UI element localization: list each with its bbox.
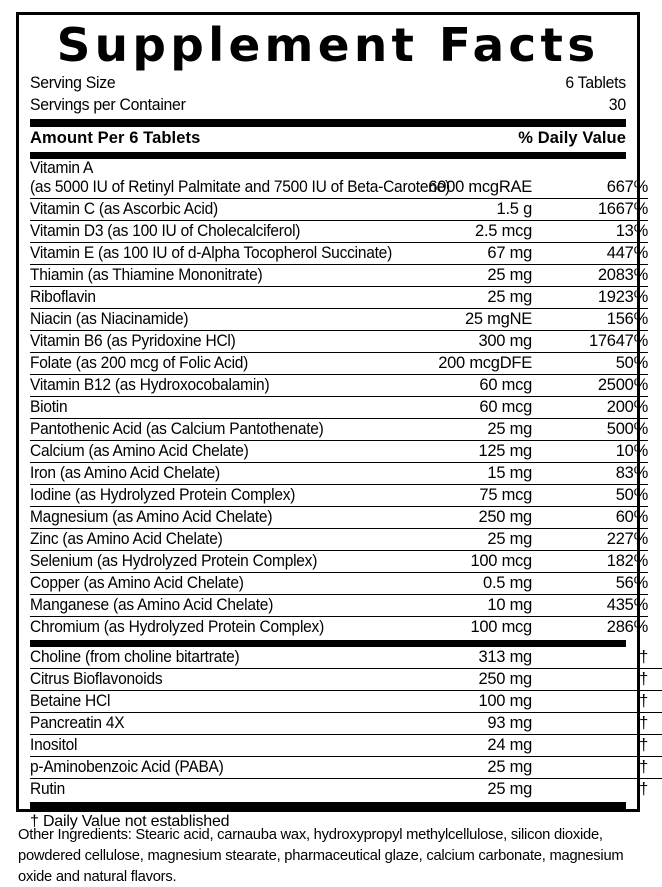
table-row xyxy=(30,243,648,265)
table-row xyxy=(30,485,648,507)
nutrient-name-cell xyxy=(30,617,352,639)
nutrient-daily-value-cell: † xyxy=(538,691,662,713)
nutrient-daily-value-cell: 227% xyxy=(538,529,648,551)
other-ingredients-text: Other Ingredients: Stearic acid, carnauba wax, hydroxypropyl methylcellulose, silicon dioxide, powdered cellulose, magnesium stearate, pharmaceutical glaze, calcium carbonate, magnesium oxide and natural flavors. xyxy=(18,826,624,885)
nutrient-amount-cell: 250 mg xyxy=(352,507,538,529)
nutrient-name: Pantothenic Acid (as Calcium Pantothenate) xyxy=(30,420,324,438)
nutrient-amount-cell: 67 mg xyxy=(352,243,538,265)
label-border-box xyxy=(16,12,648,830)
nutrient-name: Selenium (as Hydrolyzed Protein Complex) xyxy=(30,552,318,570)
table-row xyxy=(30,287,648,309)
table-row xyxy=(30,265,648,287)
nutrient-name: Iodine (as Hydrolyzed Protein Complex) xyxy=(30,486,296,504)
table-row xyxy=(30,529,648,551)
nutrient-amount-cell: 60 mcg xyxy=(352,375,538,397)
nutrient-amount-cell: 300 mg xyxy=(352,331,538,353)
nutrient-name-cell xyxy=(30,691,352,713)
divider-bar-top xyxy=(30,119,626,127)
nutrient-name-cell xyxy=(30,199,352,221)
servings-per-container-row xyxy=(30,94,626,116)
nutrient-name: Vitamin D3 (as 100 IU of Cholecalciferol) xyxy=(30,222,301,240)
nutrient-daily-value-cell: 60% xyxy=(538,507,648,529)
nutrient-name-cell xyxy=(30,529,352,551)
table-row xyxy=(30,669,662,691)
nutrient-name-cell xyxy=(30,779,352,801)
table-row xyxy=(30,573,648,595)
panel-title: Supplement Facts xyxy=(56,18,600,72)
serving-size-value: 6 Tablets xyxy=(565,73,626,92)
nutrient-name-cell xyxy=(30,551,352,573)
nutrient-amount-cell: 93 mg xyxy=(352,713,538,735)
divider-bar-footnote xyxy=(30,802,626,809)
nutrient-name-cell xyxy=(30,375,352,397)
nutrient-name-cell xyxy=(30,331,352,353)
table-row xyxy=(30,331,648,353)
nutrient-amount-cell: 25 mg xyxy=(352,287,538,309)
nutrient-amount-cell: 25 mg xyxy=(352,265,538,287)
nutrient-daily-value-cell: 50% xyxy=(538,485,648,507)
nutrient-daily-value-cell: 56% xyxy=(538,573,648,595)
nutrient-name: Vitamin B12 (as Hydroxocobalamin) xyxy=(30,376,270,394)
nutrient-name: Niacin (as Niacinamide) xyxy=(30,310,189,328)
nutrient-amount-cell: 313 mg xyxy=(352,647,538,669)
nutrient-daily-value-cell: † xyxy=(639,780,648,798)
nutrient-name-cell xyxy=(30,309,352,331)
divider-bar-under-header xyxy=(30,152,626,159)
nutrient-name-cell xyxy=(30,757,352,779)
other-nutrient-table xyxy=(30,647,662,800)
daily-value-header: % Daily Value xyxy=(518,129,626,147)
nutrient-name-cell xyxy=(30,735,352,757)
serving-size-row xyxy=(30,72,626,94)
nutrient-name: Pancreatin 4X xyxy=(30,714,125,732)
nutrient-name: Rutin xyxy=(30,780,66,798)
column-header-row xyxy=(30,127,626,150)
daily-value-footnote: † Daily Value not established xyxy=(30,813,230,830)
nutrient-amount-cell: 6000 mcgRAE xyxy=(352,159,538,199)
amount-per-serving-header: Amount Per 6 Tablets xyxy=(30,129,201,147)
nutrient-daily-value-cell: 1923% xyxy=(538,287,648,309)
nutrient-name: Copper (as Amino Acid Chelate) xyxy=(30,574,244,592)
nutrient-name: Riboflavin xyxy=(30,288,96,306)
nutrient-daily-value-cell: 156% xyxy=(538,309,648,331)
servings-per-container-label: Servings per Container xyxy=(30,95,186,114)
table-row xyxy=(30,713,662,735)
nutrient-name-cell xyxy=(30,647,352,669)
table-row xyxy=(30,757,662,779)
nutrient-name: Vitamin B6 (as Pyridoxine HCl) xyxy=(30,332,236,350)
nutrient-name: Citrus Bioflavonoids xyxy=(30,670,163,688)
nutrient-name-cell xyxy=(30,419,352,441)
nutrient-name-cell xyxy=(30,463,352,485)
nutrient-amount-cell: 25 mg xyxy=(487,780,532,798)
nutrient-daily-value-cell: 182% xyxy=(538,551,648,573)
table-row xyxy=(30,353,648,375)
nutrient-amount-cell: 200 mcgDFE xyxy=(352,353,538,375)
nutrient-amount-cell: 100 mcg xyxy=(470,618,532,636)
table-row xyxy=(30,647,662,669)
nutrient-amount-cell: 0.5 mg xyxy=(352,573,538,595)
nutrient-name-cell xyxy=(30,669,352,691)
nutrient-name: Choline (from choline bitartrate) xyxy=(30,648,240,666)
nutrient-name: Magnesium (as Amino Acid Chelate) xyxy=(30,508,273,526)
nutrient-name: Manganese (as Amino Acid Chelate) xyxy=(30,596,274,614)
serving-size-label: Serving Size xyxy=(30,73,116,92)
table-row xyxy=(30,595,648,617)
nutrient-name: Thiamin (as Thiamine Mononitrate) xyxy=(30,266,263,284)
nutrient-daily-value-cell: † xyxy=(538,735,662,757)
nutrient-daily-value-cell: 447% xyxy=(538,243,648,265)
nutrient-daily-value-cell: 2083% xyxy=(538,265,648,287)
nutrient-daily-value-cell: 17647% xyxy=(538,331,648,353)
nutrient-daily-value-cell: 2500% xyxy=(538,375,648,397)
nutrient-name: Folate (as 200 mcg of Folic Acid) xyxy=(30,354,249,372)
nutrient-amount-cell: 250 mg xyxy=(352,669,538,691)
nutrient-name-cell xyxy=(30,507,352,529)
nutrient-daily-value-cell: † xyxy=(538,713,662,735)
nutrient-name-cell xyxy=(30,243,393,265)
nutrient-name-cell xyxy=(30,159,450,199)
nutrient-name: Zinc (as Amino Acid Chelate) xyxy=(30,530,223,548)
nutrient-amount-cell: 1.5 g xyxy=(352,199,538,221)
nutrient-daily-value-cell: 50% xyxy=(538,353,648,375)
nutrient-amount-cell: 10 mg xyxy=(352,595,538,617)
nutrient-name-cell xyxy=(30,287,352,309)
nutrient-name-cell xyxy=(30,265,352,287)
nutrient-table xyxy=(30,159,648,638)
table-row xyxy=(30,419,648,441)
table-row xyxy=(30,441,648,463)
table-row xyxy=(30,159,648,199)
table-row xyxy=(30,617,648,639)
nutrient-daily-value-cell: † xyxy=(538,669,662,691)
nutrient-daily-value-cell: 13% xyxy=(538,221,648,243)
nutrient-name-cell xyxy=(30,441,352,463)
nutrient-daily-value-cell: 667% xyxy=(538,159,648,199)
table-row xyxy=(30,507,648,529)
divider-bar-other-nutrients xyxy=(30,640,626,647)
table-row xyxy=(30,309,648,331)
nutrient-name-cell xyxy=(30,353,352,375)
nutrient-name-cell xyxy=(30,485,352,507)
nutrient-amount-cell: 15 mg xyxy=(352,463,538,485)
nutrient-daily-value-cell: 10% xyxy=(538,441,648,463)
nutrient-name-cell xyxy=(30,573,352,595)
nutrient-daily-value-cell: 500% xyxy=(538,419,648,441)
nutrient-name-cell xyxy=(30,397,352,419)
nutrient-amount-cell: 25 mg xyxy=(352,757,538,779)
nutrient-daily-value-cell: 83% xyxy=(538,463,648,485)
nutrient-amount-cell: 125 mg xyxy=(352,441,538,463)
nutrient-amount-cell: 25 mg xyxy=(352,419,538,441)
table-row xyxy=(30,779,662,801)
nutrient-daily-value-cell: 200% xyxy=(538,397,648,419)
nutrient-amount-cell: 75 mcg xyxy=(352,485,538,507)
nutrient-name-cell xyxy=(30,221,352,243)
nutrient-amount-cell: 25 mg xyxy=(352,529,538,551)
nutrient-name-cell xyxy=(30,595,352,617)
table-row xyxy=(30,221,648,243)
table-row xyxy=(30,551,648,573)
table-row xyxy=(30,735,662,757)
nutrient-amount-cell: 25 mgNE xyxy=(352,309,538,331)
servings-per-container-value: 30 xyxy=(608,95,626,114)
table-row xyxy=(30,691,662,713)
nutrient-daily-value-cell: 286% xyxy=(606,618,648,636)
nutrient-name: p-Aminobenzoic Acid (PABA) xyxy=(30,758,224,776)
nutrient-name: Vitamin E (as 100 IU of d-Alpha Tocopherol Succinate) xyxy=(30,244,393,262)
nutrient-source-note: (as 5000 IU of Retinyl Palmitate and 7500 IU of Beta-Carotene) xyxy=(30,178,450,196)
nutrient-name: Vitamin A xyxy=(30,159,94,177)
nutrient-name: Vitamin C (as Ascorbic Acid) xyxy=(30,200,218,218)
nutrient-name-cell xyxy=(30,713,352,735)
nutrient-name: Chromium (as Hydrolyzed Protein Complex) xyxy=(30,618,324,636)
nutrient-amount-cell: 100 mg xyxy=(352,691,538,713)
nutrient-daily-value-cell: † xyxy=(538,647,662,669)
nutrient-name: Iron (as Amino Acid Chelate) xyxy=(30,464,220,482)
nutrient-daily-value-cell: 435% xyxy=(538,595,648,617)
nutrient-name: Biotin xyxy=(30,398,68,416)
table-row xyxy=(30,463,648,485)
table-row xyxy=(30,199,648,221)
nutrient-amount-cell: 100 mcg xyxy=(352,551,538,573)
nutrient-daily-value-cell: 1667% xyxy=(538,199,648,221)
nutrient-amount-cell: 2.5 mcg xyxy=(352,221,538,243)
nutrient-name: Inositol xyxy=(30,736,78,754)
nutrient-daily-value-cell: † xyxy=(538,757,662,779)
nutrient-name: Calcium (as Amino Acid Chelate) xyxy=(30,442,249,460)
nutrient-amount-cell: 24 mg xyxy=(352,735,538,757)
nutrient-name: Betaine HCl xyxy=(30,692,111,710)
table-row xyxy=(30,397,648,419)
table-row xyxy=(30,375,648,397)
nutrient-amount-cell: 60 mcg xyxy=(352,397,538,419)
